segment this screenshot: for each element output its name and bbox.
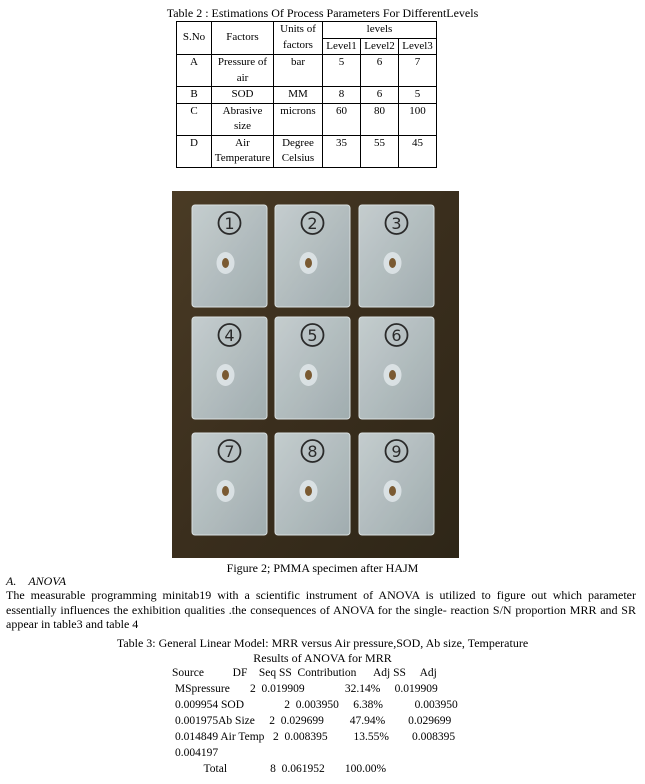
cell-factor: Air Temperature bbox=[212, 135, 274, 167]
cell-level1: 5 bbox=[323, 55, 361, 87]
cell-sno: C bbox=[177, 103, 212, 135]
machined-hole bbox=[389, 258, 396, 268]
cell-unit: microns bbox=[274, 103, 323, 135]
table-row bbox=[177, 103, 437, 135]
cell-unit: Degree Celsius bbox=[274, 135, 323, 167]
anova-line: 0.009954 SOD 2 0.003950 6.38% 0.003950 bbox=[175, 699, 458, 711]
table-row bbox=[177, 55, 437, 87]
cell-level2: 6 bbox=[361, 87, 399, 104]
specimen-plate bbox=[359, 205, 434, 307]
specimen-number-label: 8 bbox=[307, 442, 318, 461]
specimen-number-label: 2 bbox=[307, 214, 318, 233]
cell-sno: B bbox=[177, 87, 212, 104]
header-factors: Factors bbox=[212, 22, 274, 55]
specimen-number-label: 9 bbox=[391, 442, 402, 461]
cell-factor: SOD bbox=[212, 87, 274, 104]
cell-level3: 100 bbox=[399, 103, 437, 135]
machined-hole bbox=[222, 370, 229, 380]
pmma-specimen-photo bbox=[172, 191, 459, 558]
header-level2: Level2 bbox=[361, 38, 399, 55]
cell-level1: 60 bbox=[323, 103, 361, 135]
header-units: Units of factors bbox=[274, 22, 323, 55]
cell-level3: 7 bbox=[399, 55, 437, 87]
machined-hole bbox=[305, 258, 312, 268]
specimen-number-label: 6 bbox=[391, 326, 402, 345]
cell-factor: Pressure of air bbox=[212, 55, 274, 87]
section-heading bbox=[6, 574, 78, 589]
cell-level3: 45 bbox=[399, 135, 437, 167]
table3-subtitle: Results of ANOVA for MRR bbox=[253, 651, 392, 665]
specimen-number-label: 5 bbox=[307, 326, 318, 345]
machined-hole bbox=[389, 486, 396, 496]
cell-level2: 6 bbox=[361, 55, 399, 87]
machined-hole bbox=[389, 370, 396, 380]
anova-line: MSpressure 2 0.019909 32.14% 0.019909 bbox=[172, 683, 438, 695]
table-row bbox=[177, 135, 437, 167]
machined-hole bbox=[305, 486, 312, 496]
cell-unit: bar bbox=[274, 55, 323, 87]
machined-hole bbox=[222, 486, 229, 496]
anova-line: 0.001975Ab Size 2 0.029699 47.94% 0.029699 bbox=[175, 715, 452, 727]
header-levels: levels bbox=[323, 22, 437, 39]
header-level1: Level1 bbox=[323, 38, 361, 55]
specimen-number-label: 4 bbox=[224, 326, 235, 345]
anova-line: Total 8 0.061952 100.00% bbox=[175, 763, 387, 775]
specimen-plate bbox=[275, 317, 350, 419]
machined-hole bbox=[305, 370, 312, 380]
section-number: A. bbox=[6, 574, 17, 588]
specimen-plate bbox=[359, 317, 434, 419]
header-level3: Level3 bbox=[399, 38, 437, 55]
section-title: ANOVA bbox=[28, 574, 67, 588]
figure-caption: Figure 2; PMMA specimen after HAJM bbox=[226, 561, 419, 575]
machined-hole bbox=[222, 258, 229, 268]
specimen-plate bbox=[192, 205, 267, 307]
anova-line: 0.014849 Air Temp 2 0.008395 13.55% 0.008395 bbox=[175, 731, 456, 743]
cell-sno: D bbox=[177, 135, 212, 167]
specimen-plate bbox=[192, 317, 267, 419]
cell-level2: 55 bbox=[361, 135, 399, 167]
cell-sno: A bbox=[177, 55, 212, 87]
cell-level2: 80 bbox=[361, 103, 399, 135]
specimen-plate bbox=[359, 433, 434, 535]
cell-factor: Abrasive size bbox=[212, 103, 274, 135]
specimen-number-label: 3 bbox=[391, 214, 402, 233]
cell-level3: 5 bbox=[399, 87, 437, 104]
cell-level1: 8 bbox=[323, 87, 361, 104]
table3-caption: Table 3: General Linear Model: MRR versus Air pressure,SOD, Ab size, Temperature bbox=[116, 636, 529, 650]
cell-unit: MM bbox=[274, 87, 323, 104]
table2-caption: Table 2 : Estimations Of Process Parameters For DifferentLevels bbox=[166, 6, 479, 20]
specimen-number-label: 7 bbox=[224, 442, 235, 461]
table-row bbox=[177, 87, 437, 104]
process-parameters-table bbox=[176, 21, 437, 168]
header-sno: S.No bbox=[177, 22, 212, 55]
anova-line: 0.004197 bbox=[175, 747, 219, 759]
specimen-plate bbox=[192, 433, 267, 535]
cell-level1: 35 bbox=[323, 135, 361, 167]
specimen-plate bbox=[275, 205, 350, 307]
specimen-number-label: 1 bbox=[224, 214, 235, 233]
specimen-plate bbox=[275, 433, 350, 535]
anova-line: Source DF Seq SS Contribution Adj SS Adj bbox=[172, 667, 437, 679]
body-paragraph: The measurable programming minitab19 with a scientific instrument of ANOVA is utilized to figure out which parameter essentially influences the exhibition qualities .the consequences of ANOVA for the single- reaction S/N proportion MRR and SR appear in table3 and table 4 bbox=[6, 588, 636, 631]
